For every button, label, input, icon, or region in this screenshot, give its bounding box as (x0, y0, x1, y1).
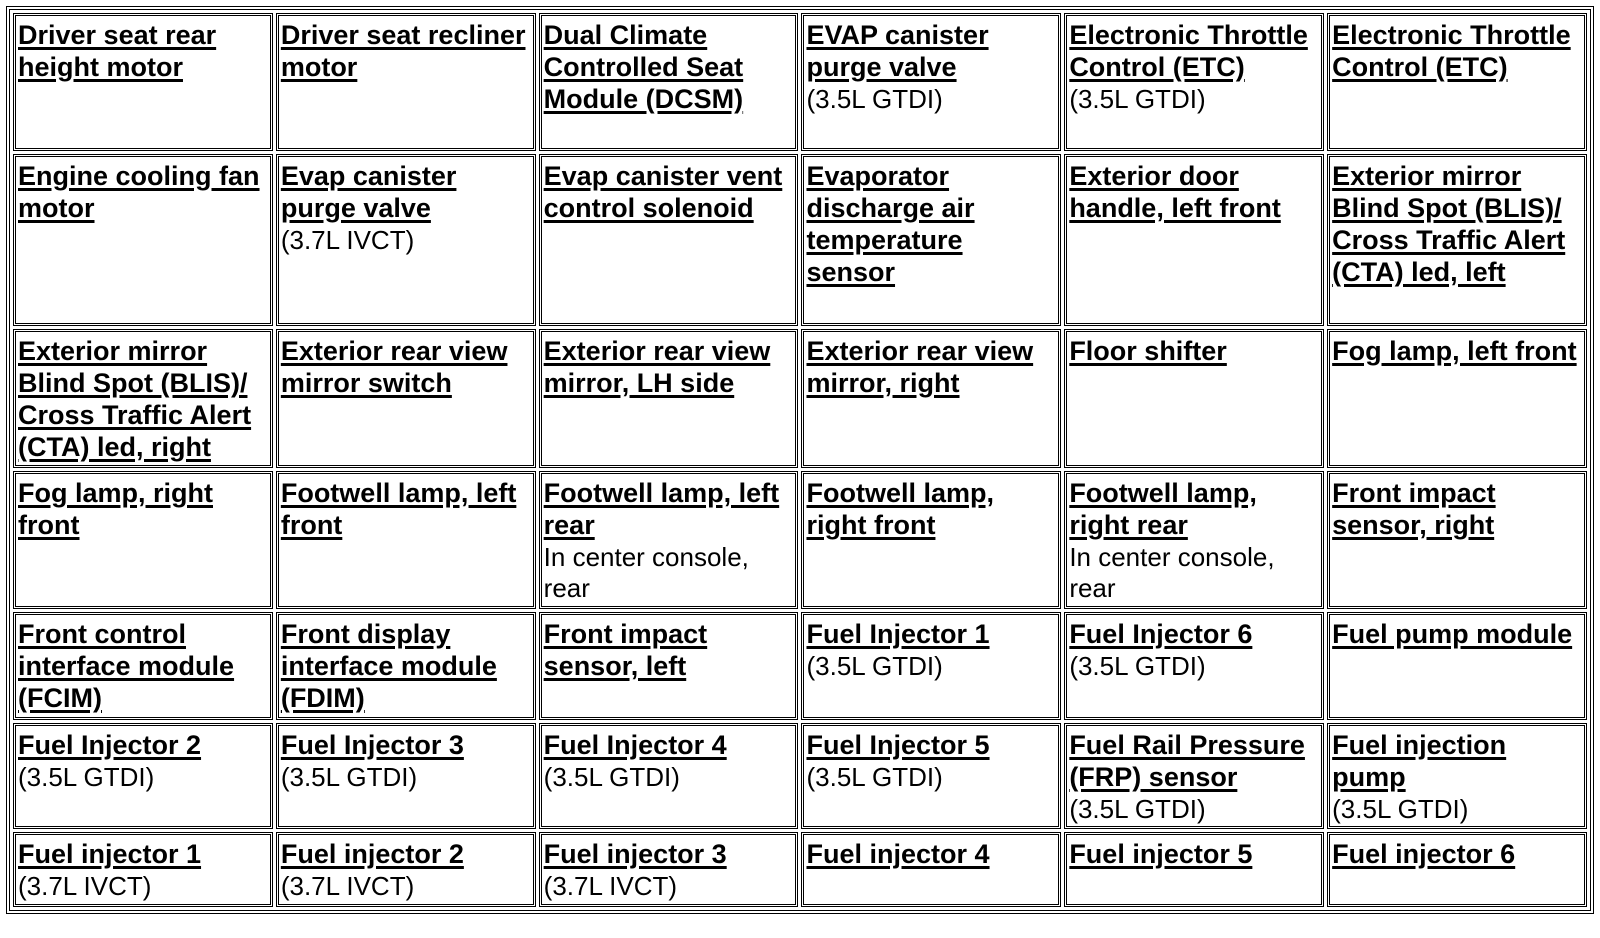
component-link[interactable]: Exterior mirror Blind Spot (BLIS)/ Cross Traffic Alert (CTA) led, right (18, 336, 252, 462)
component-link[interactable]: Fuel injector 3 (543, 839, 727, 870)
component-note: (3.7L IVCT) (280, 871, 415, 902)
table-cell (539, 13, 799, 151)
table-row (13, 612, 1587, 720)
table-cell (539, 723, 799, 829)
table-row (13, 832, 1587, 907)
component-note: (3.5L GTDI) (806, 651, 943, 682)
component-link[interactable]: Floor shifter (1069, 336, 1227, 366)
component-link[interactable]: Fuel Injector 3 (280, 730, 464, 761)
component-link[interactable]: Footwell lamp, right rear (1069, 478, 1257, 541)
component-link[interactable]: Exterior mirror Blind Spot (BLIS)/ Cross Traffic Alert (CTA) led, left (1332, 161, 1566, 287)
component-note: (3.5L GTDI) (1332, 793, 1469, 824)
table-cell (1064, 471, 1324, 609)
table-cell (13, 13, 273, 151)
table-cell (539, 612, 799, 720)
table-cell (276, 723, 536, 829)
component-link[interactable]: Exterior door handle, left front (1069, 161, 1281, 223)
component-link[interactable]: Fuel Injector 5 (806, 730, 990, 761)
table-cell (1327, 832, 1587, 907)
table-row (13, 471, 1587, 609)
table-cell (276, 13, 536, 151)
component-link[interactable]: Fuel injector 4 (806, 839, 990, 870)
table-cell (1064, 832, 1324, 907)
table-cell (801, 723, 1061, 829)
component-link[interactable]: Front impact sensor, right (1332, 478, 1496, 541)
component-note: (3.7L IVCT) (280, 224, 415, 255)
component-link[interactable]: Electronic Throttle Control (ETC) (1069, 20, 1308, 82)
table-cell (1064, 723, 1324, 829)
component-link[interactable]: Exterior rear view mirror, LH side (543, 336, 771, 398)
table-cell (1327, 612, 1587, 720)
component-link[interactable]: Front display interface module (FDIM) (280, 619, 497, 714)
component-link[interactable]: Evap canister purge valve (280, 161, 457, 223)
component-index-body (13, 13, 1587, 907)
component-link[interactable]: Evap canister vent control solenoid (543, 161, 783, 223)
table-cell (801, 13, 1061, 151)
component-link[interactable]: Fuel Injector 4 (543, 730, 727, 761)
table-cell (13, 723, 273, 829)
component-link[interactable]: Engine cooling fan motor (18, 161, 260, 223)
component-link[interactable]: Front control interface module (FCIM) (18, 619, 235, 714)
component-note: (3.5L GTDI) (1069, 83, 1206, 114)
component-link[interactable]: Footwell lamp, right front (806, 478, 994, 541)
component-link[interactable]: Fuel injector 2 (280, 839, 464, 870)
table-cell (276, 471, 536, 609)
component-link[interactable]: Fuel injection pump (1332, 730, 1507, 792)
component-link[interactable]: Exterior rear view mirror switch (280, 336, 508, 398)
table-cell (1064, 154, 1324, 326)
component-link[interactable]: EVAP canister purge valve (806, 20, 989, 82)
table-cell (276, 612, 536, 720)
component-note: (3.5L GTDI) (806, 761, 943, 792)
component-note: (3.5L GTDI) (1069, 651, 1206, 682)
table-row (13, 13, 1587, 151)
table-cell (801, 832, 1061, 907)
table-cell (1327, 723, 1587, 829)
component-note: (3.5L GTDI) (280, 761, 418, 792)
component-note: (3.5L GTDI) (1069, 793, 1206, 824)
table-cell (13, 329, 273, 468)
component-link[interactable]: Front impact sensor, left (543, 619, 708, 682)
table-cell (801, 154, 1061, 326)
component-note: In center console, rear (543, 542, 749, 603)
component-link[interactable]: Exterior rear view mirror, right (806, 336, 1034, 398)
component-link[interactable]: Footwell lamp, left rear (543, 478, 780, 541)
component-link[interactable]: Dual Climate Controlled Seat Module (DCSM) (543, 20, 744, 114)
component-link[interactable]: Fog lamp, left front (1332, 336, 1577, 366)
component-link[interactable]: Fuel injector 6 (1332, 839, 1516, 870)
table-cell (1064, 329, 1324, 468)
component-link[interactable]: Driver seat recliner motor (280, 20, 526, 82)
table-cell (1327, 471, 1587, 609)
table-cell (13, 471, 273, 609)
table-cell (801, 471, 1061, 609)
table-cell (13, 154, 273, 326)
table-row (13, 154, 1587, 326)
table-cell (13, 612, 273, 720)
table-cell (1064, 612, 1324, 720)
table-cell (276, 329, 536, 468)
component-link[interactable]: Fuel Injector 6 (1069, 619, 1253, 650)
table-cell (539, 329, 799, 468)
component-note: (3.7L IVCT) (18, 871, 152, 902)
table-cell (539, 832, 799, 907)
component-note: In center console, rear (1069, 542, 1275, 603)
table-cell (276, 832, 536, 907)
component-note: (3.5L GTDI) (543, 761, 680, 792)
component-link[interactable]: Footwell lamp, left front (280, 478, 517, 541)
table-cell (539, 154, 799, 326)
table-cell (1327, 13, 1587, 151)
table-row (13, 329, 1587, 468)
component-note: (3.5L GTDI) (806, 83, 943, 114)
component-link[interactable]: Fuel injector 1 (18, 839, 202, 870)
table-cell (539, 471, 799, 609)
component-link[interactable]: Fuel Injector 1 (806, 619, 990, 650)
component-index-table (6, 6, 1594, 914)
table-cell (801, 329, 1061, 468)
component-link[interactable]: Driver seat rear height motor (18, 20, 217, 82)
table-cell (276, 154, 536, 326)
component-link[interactable]: Fuel injector 5 (1069, 839, 1253, 870)
component-link[interactable]: Evaporator discharge air temperature sensor (806, 161, 975, 287)
table-cell (1327, 329, 1587, 468)
table-cell (1327, 154, 1587, 326)
table-cell (801, 612, 1061, 720)
component-link[interactable]: Fog lamp, right front (18, 478, 213, 541)
component-link[interactable]: Fuel Injector 2 (18, 730, 202, 761)
table-row (13, 723, 1587, 829)
component-link[interactable]: Electronic Throttle Control (ETC) (1332, 20, 1571, 82)
table-cell (13, 832, 273, 907)
component-note: (3.5L GTDI) (18, 761, 155, 792)
table-cell (1064, 13, 1324, 151)
component-link[interactable]: Fuel pump module (1332, 619, 1573, 650)
component-note: (3.7L IVCT) (543, 871, 678, 902)
component-link[interactable]: Fuel Rail Pressure (FRP) sensor (1069, 730, 1305, 792)
